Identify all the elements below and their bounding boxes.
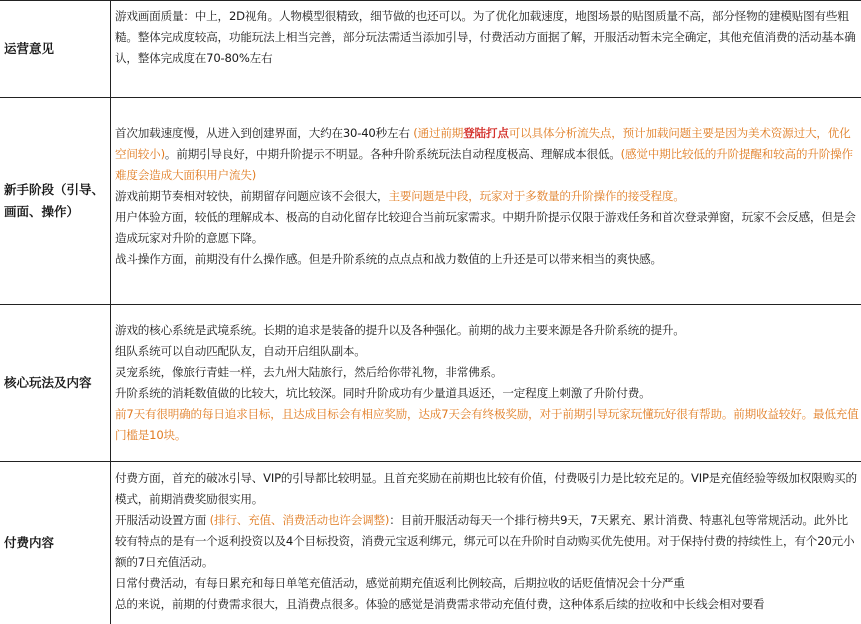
row-label: 付费内容 <box>0 462 111 624</box>
text-run: 游戏画面质量：中上，2D视角。人物模型很精致，细节做的也还可以。为了优化加载速度，地图场景的贴图质量不高，部分怪物的建模贴图有些粗糙。整体完成度较高，功能玩法上相当完善，部分玩法需适当添加引导，付费活动方面据了解，开服活动暂未完全确定，其他充值消费的活动基本确认，整体完成度在70-80%左右 <box>115 9 856 65</box>
paragraph <box>115 207 859 249</box>
text-run: 战斗操作方面，前期没有什么操作感。但是升阶系统的点点点和战力数值的上升还是可以带来相当的爽快感。 <box>115 252 662 266</box>
paragraph <box>115 510 859 573</box>
paragraph <box>115 362 859 383</box>
text-run: 灵宠系统，像旅行青蛙一样，去九州大陆旅行，然后给你带礼物，非常佛系。 <box>115 365 503 379</box>
row-label: 核心玩法及内容 <box>0 305 111 461</box>
text-run: (感觉中期比较低的升阶提醒和较高的升阶操作难度会造成大面积用户流失) <box>115 147 853 182</box>
text-run: 开服活动设置方面 <box>115 513 210 527</box>
row-content <box>115 6 859 69</box>
paragraph <box>115 383 859 404</box>
paragraph <box>115 594 859 615</box>
paragraph <box>115 123 859 186</box>
paragraph <box>115 320 859 341</box>
row-label: 运营意见 <box>0 1 111 97</box>
paragraph <box>115 6 859 69</box>
text-run: 前7天有很明确的每日追求目标，且达成目标会有相应奖励，达成7天会有终极奖励，对于前期引导玩家玩懂玩好很有帮助。前期收益较好。最低充值门槛是10块。 <box>115 407 859 442</box>
paragraph <box>115 404 859 446</box>
text-run: (通过前期 <box>413 126 464 140</box>
table-row <box>0 305 861 462</box>
text-run: 首次加载速度慢，从进入到创建界面，大约在30-40秒左右 <box>115 126 414 140</box>
text-run: 用户体验方面，较低的理解成本、极高的自动化留存比较迎合当前玩家需求。中期升阶提示仅限于游戏任务和首次登录弹窗，玩家不会反感，但是会造成玩家对升阶的意愿下降。 <box>115 210 856 245</box>
row-label: 新手阶段（引导、画面、操作） <box>0 98 111 304</box>
text-run: 付费方面，首充的破冰引导、VIP的引导都比较明显。且首充奖励在前期也比较有价值，付费吸引力是比较充足的。VIP是充值经验等级加权限购买的模式，前期消费奖励很实用。 <box>115 471 857 506</box>
text-run: 登陆打点 <box>463 126 509 140</box>
text-run: 。前期引导良好，中期升阶提示不明显。各种升阶系统玩法自动程度极高、理解成本很低。 <box>164 147 621 161</box>
text-run: 游戏的核心系统是武境系统。长期的追求是装备的提升以及各种强化。前期的战力主要来源是各升阶系统的提升。 <box>115 323 685 337</box>
text-run: 总的来说，前期的付费需求很大，且消费点很多。体验的感觉是消费需求带动充值付费，这种体系后续的拉收和中长线会相对要看 <box>115 597 765 611</box>
table-row <box>0 98 861 305</box>
row-content <box>115 123 859 270</box>
text-run: 主要问题是中段，玩家对于多数量的升阶操作的接受程度。 <box>388 189 685 203</box>
table-row <box>0 1 861 98</box>
paragraph <box>115 249 859 270</box>
paragraph <box>115 186 859 207</box>
paragraph <box>115 468 859 510</box>
table-row <box>0 462 861 624</box>
paragraph <box>115 341 859 362</box>
row-content <box>115 320 859 446</box>
text-run: ：目前开服活动每天一个排行榜共9天，7天累充、累计消费、特惠礼包等常规活动。此外比较有特点的是有一个返利投资以及4个目标投资，消费元宝返利绑元，绑元可以在升阶时自动购买优先使用。对于保持付费的持续性上，有个20元小额的7日充值活动。 <box>115 513 855 569</box>
text-run: 可以具体分析流失点，预计加载问题主要是因为美术资源过大，优化空间较小) <box>115 126 851 161</box>
text-run: (排行、充值、消费活动也许会调整) <box>209 513 390 527</box>
text-run: 升阶系统的消耗数值做的比较大，坑比较深。同时升阶成功有少量道具返还，一定程度上刺激了升阶付费。 <box>115 386 651 400</box>
text-run: 游戏前期节奏相对较快，前期留存问题应该不会很大， <box>115 189 389 203</box>
row-content <box>115 468 859 615</box>
text-run: 组队系统可以自动匹配队友，自动开启组队副本。 <box>115 344 366 358</box>
text-run: 日常付费活动，有每日累充和每日单笔充值活动，感觉前期充值返利比例较高，后期拉收的话贬值情况会十分严重 <box>115 576 685 590</box>
paragraph <box>115 573 859 594</box>
